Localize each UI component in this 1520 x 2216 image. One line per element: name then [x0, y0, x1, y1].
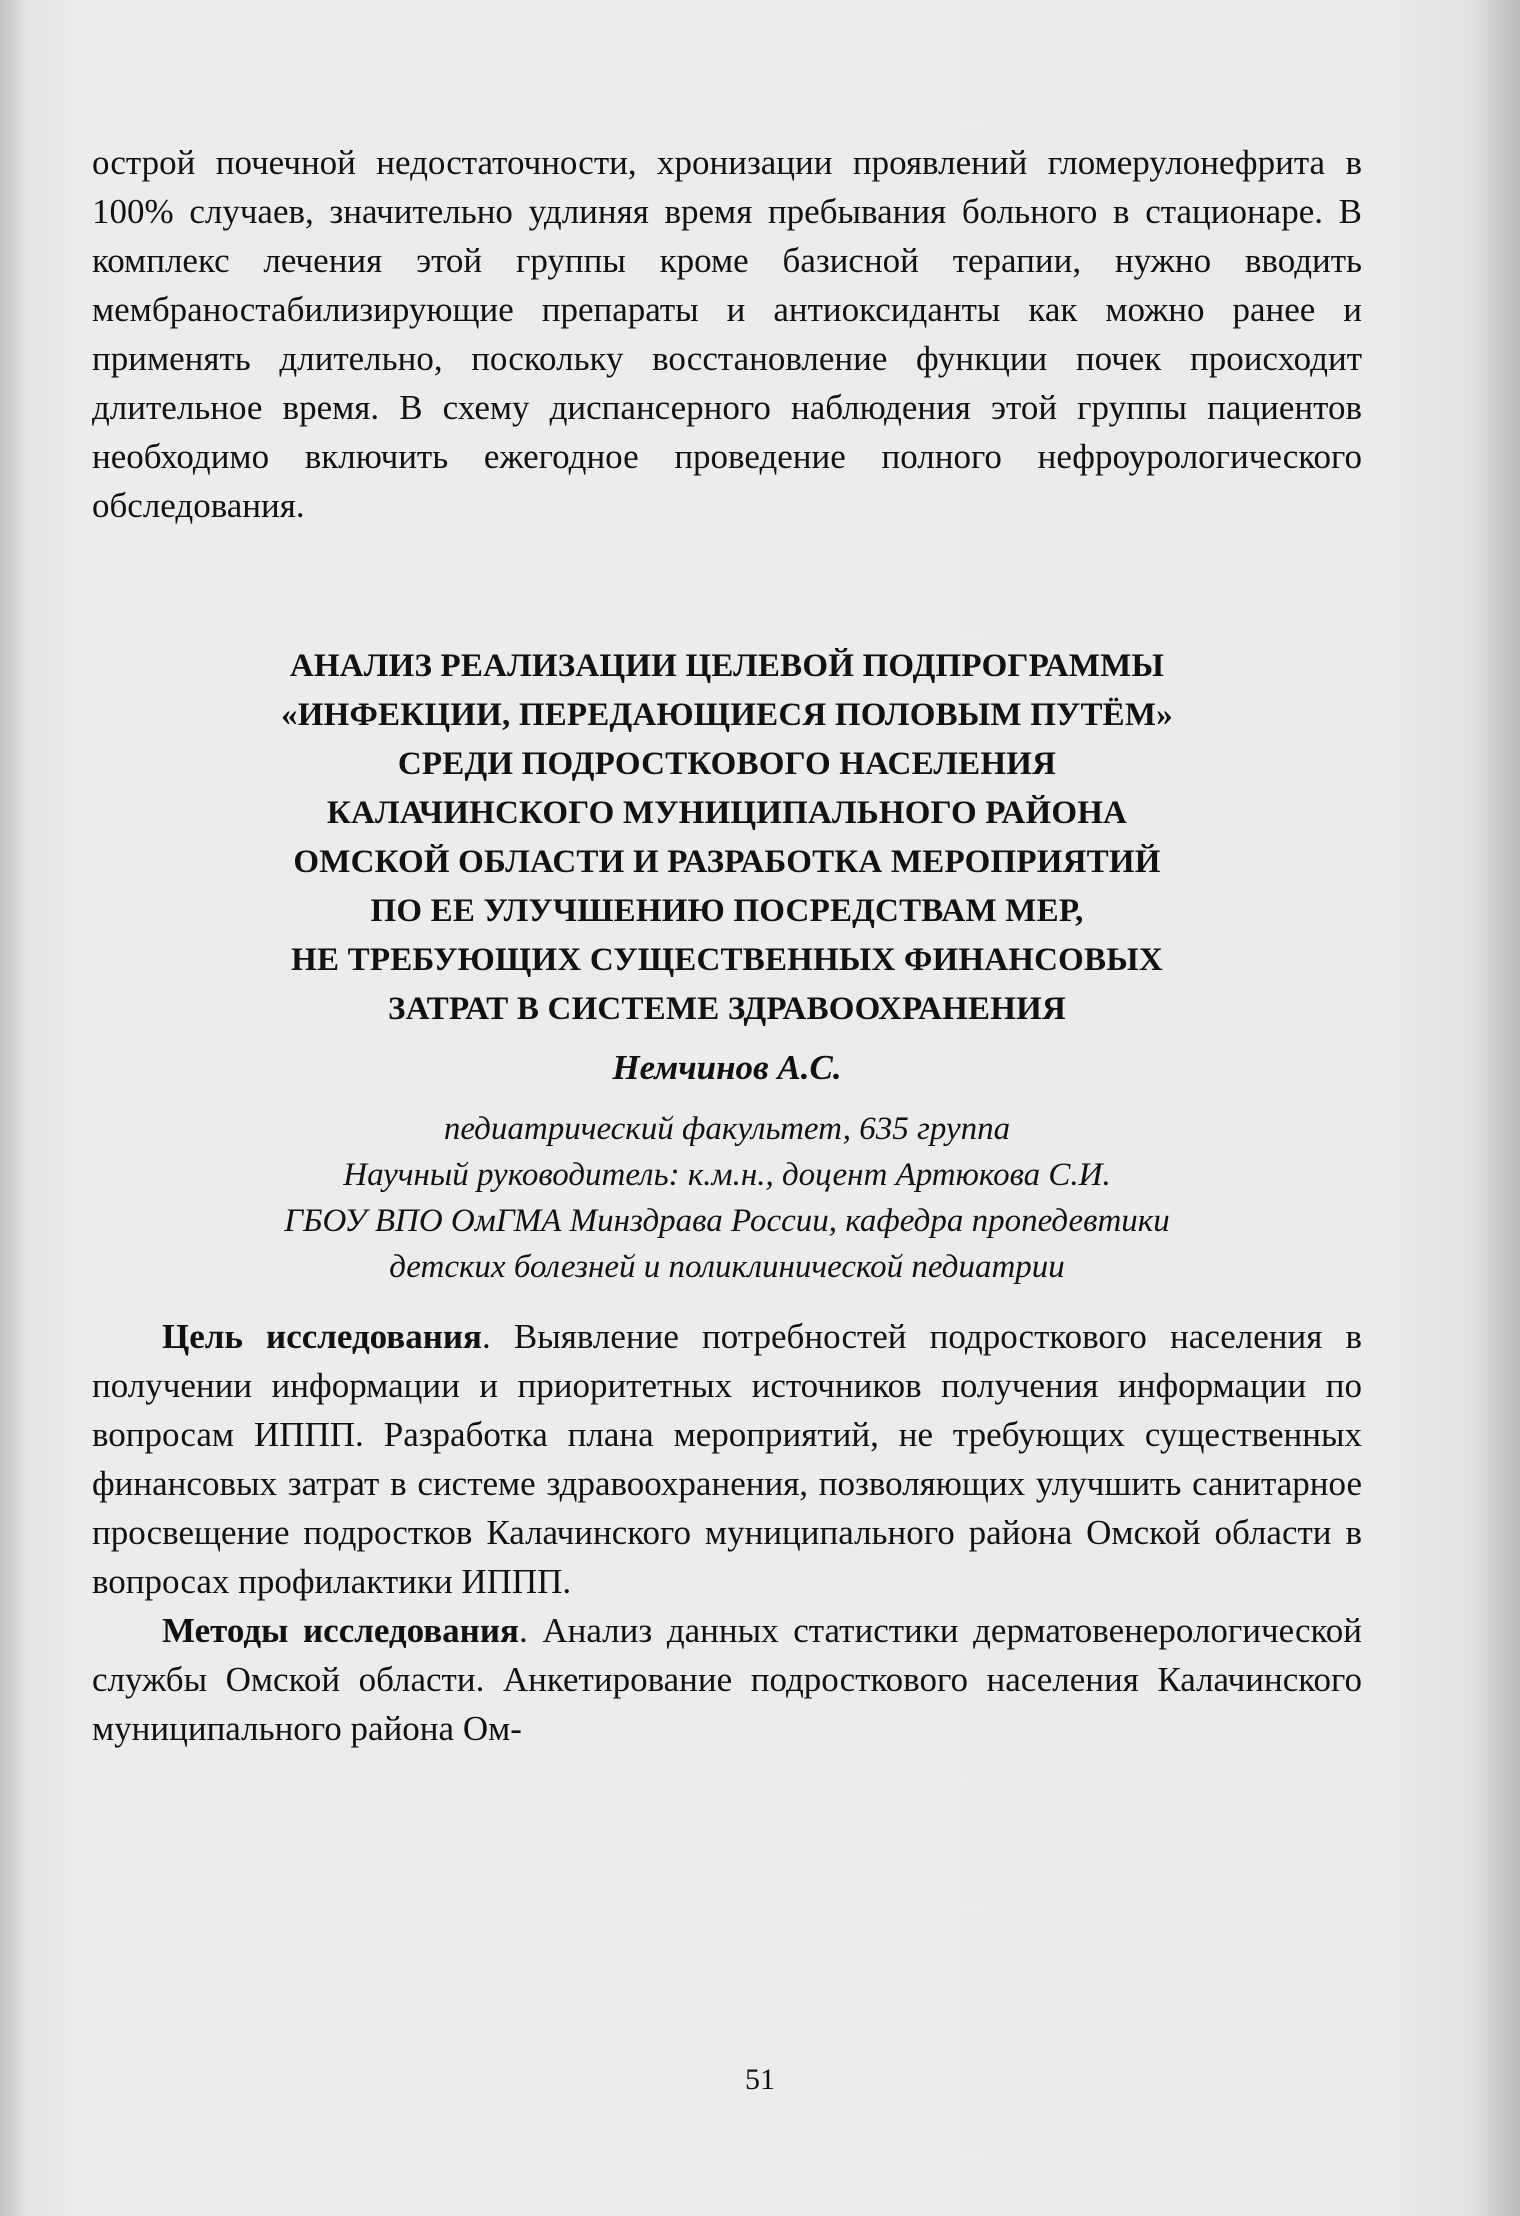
page-spine-shadow	[1472, 0, 1520, 2216]
title-line: СРЕДИ ПОДРОСТКОВОГО НАСЕЛЕНИЯ	[397, 746, 1057, 782]
aim-text: . Выявление потребностей подросткового населения в получении информации и приоритетных источников получения информации по вопросам ИППП. Разработка плана мероприятий, не требующих существенных финансовых затрат в системе здравоохранения, позволяющих улучшить санитарное просвещение подростков Калачинского муниципального района Омской области в вопросах профилактики ИППП.	[92, 1317, 1362, 1601]
aim-label: Цель исследования	[162, 1317, 482, 1356]
article-author: Немчинов А.С.	[612, 1048, 842, 1087]
page-number: 51	[745, 2063, 775, 2096]
methods-text: . Анализ данных статистики дерматовенерологической службы Омской области. Анкетирование подросткового населения Калачинского муниципального района Ом-	[92, 1611, 1363, 1748]
methods-paragraph	[92, 1606, 1362, 1753]
spacer	[92, 530, 1362, 642]
page-content	[92, 138, 1362, 1753]
spacer	[92, 1290, 1362, 1312]
methods-label: Методы исследования	[162, 1611, 519, 1650]
affiliation-line: детских болезней и поликлинической педиатрии	[389, 1249, 1065, 1285]
title-line: ПО ЕЕ УЛУЧШЕНИЮ ПОСРЕДСТВАМ МЕР,	[370, 893, 1084, 929]
title-line: КАЛАЧИНСКОГО МУНИЦИПАЛЬНОГО РАЙОНА	[326, 795, 1128, 831]
affiliation-line: Научный руководитель: к.м.н., доцент Артюкова С.И.	[343, 1157, 1111, 1193]
article-title	[92, 642, 1362, 1034]
intro-paragraph: острой почечной недостаточности, хронизации проявлений гломерулонефрита в 100% случаев, значительно удлиняя время пребывания больного в стационаре. В комплекс лечения этой группы кроме базисной терапии, нужно вводить мембраностабилизирующие препараты и антиоксиданты как можно ранее и применять длительно, поскольку восстановление функции почек происходит длительное время. В схему диспансерного наблюдения этой группы пациентов необходимо включить ежегодное проведение полного нефроурологического обследования.	[92, 143, 1362, 525]
title-line: «ИНФЕКЦИИ, ПЕРЕДАЮЩИЕСЯ ПОЛОВЫМ ПУТЁМ»	[281, 697, 1173, 733]
title-line: ОМСКОЙ ОБЛАСТИ И РАЗРАБОТКА МЕРОПРИЯТИЙ	[293, 844, 1161, 880]
title-line: АНАЛИЗ РЕАЛИЗАЦИИ ЦЕЛЕВОЙ ПОДПРОГРАММЫ	[289, 648, 1165, 684]
affiliation-line: педиатрический факультет, 635 группа	[443, 1111, 1011, 1147]
affiliation-line: ГБОУ ВПО ОмГМА Минздрава России, кафедра пропедевтики	[284, 1203, 1170, 1239]
title-line: ЗАТРАТ В СИСТЕМЕ ЗДРАВООХРАНЕНИЯ	[387, 991, 1066, 1027]
author-affiliation	[92, 1106, 1362, 1290]
aim-paragraph	[92, 1312, 1362, 1606]
title-line: НЕ ТРЕБУЮЩИХ СУЩЕСТВЕННЫХ ФИНАНСОВЫХ	[291, 942, 1163, 978]
